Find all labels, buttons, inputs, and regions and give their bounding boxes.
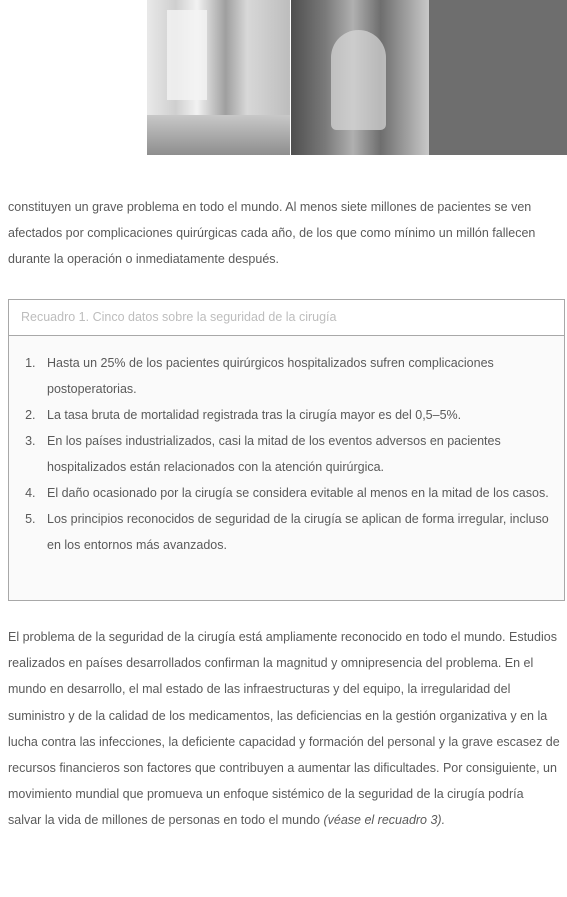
- facts-list-item: 1. Hasta un 25% de los pacientes quirúrgicos hospitalizados sufren complicaciones postoperatorias.: [39, 350, 550, 402]
- photo-panel-patient: [290, 0, 429, 155]
- header-photo: [147, 0, 567, 155]
- facts-list-item: 4. El daño ocasionado por la cirugía se considera evitable al menos en la mitad de los casos.: [39, 480, 550, 506]
- facts-list: [9, 336, 564, 558]
- box-reference: (véase el recuadro 3).: [323, 813, 446, 828]
- intro-paragraph: constituyen un grave problema en todo el mundo. Al menos siete millones de pacientes se ven afectados por complicaciones quirúrgicas cada año, de los que como mínimo un millón fallecen durante la operación o inmediatamente después.: [8, 200, 536, 266]
- body-paragraph-text: El problema de la seguridad de la cirugía está ampliamente reconocido en todo el mundo. Estudios realizados en países desarrollados confirman la magnitud y omnipresencia del problema. En el mundo en desarrollo, el mal estado de las infraestructuras y del equipo, la irregularidad del suministro y de la calidad de los medicamentos, las deficiencias en la gestión organizativa y en la lucha contra las infecciones, la deficiente capacidad y formación del personal y la grave escasez de recursos financieros son factores que contribuyen a aumentar las dificultades. Por consiguiente, un movimiento mundial que promueva un enfoque sistémico de la seguridad de la cirugía podría salvar la vida de millones de personas en todo el mundo: [8, 630, 560, 828]
- facts-box: [8, 299, 565, 601]
- photo-panel-hospital-room: [147, 0, 290, 155]
- facts-box-title: Recuadro 1. Cinco datos sobre la seguridad de la cirugía: [9, 300, 564, 336]
- photo-panel-gray: [429, 0, 567, 155]
- facts-list-item: 3. En los países industrializados, casi la mitad de los eventos adversos en pacientes hospitalizados están relacionados con la atención quirúrgica.: [39, 428, 550, 480]
- facts-list-item: 2. La tasa bruta de mortalidad registrada tras la cirugía mayor es del 0,5–5%.: [39, 402, 550, 428]
- facts-list-item: 5. Los principios reconocidos de seguridad de la cirugía se aplican de forma irregular, incluso en los entornos más avanzados.: [39, 506, 550, 558]
- body-paragraph: [8, 624, 560, 834]
